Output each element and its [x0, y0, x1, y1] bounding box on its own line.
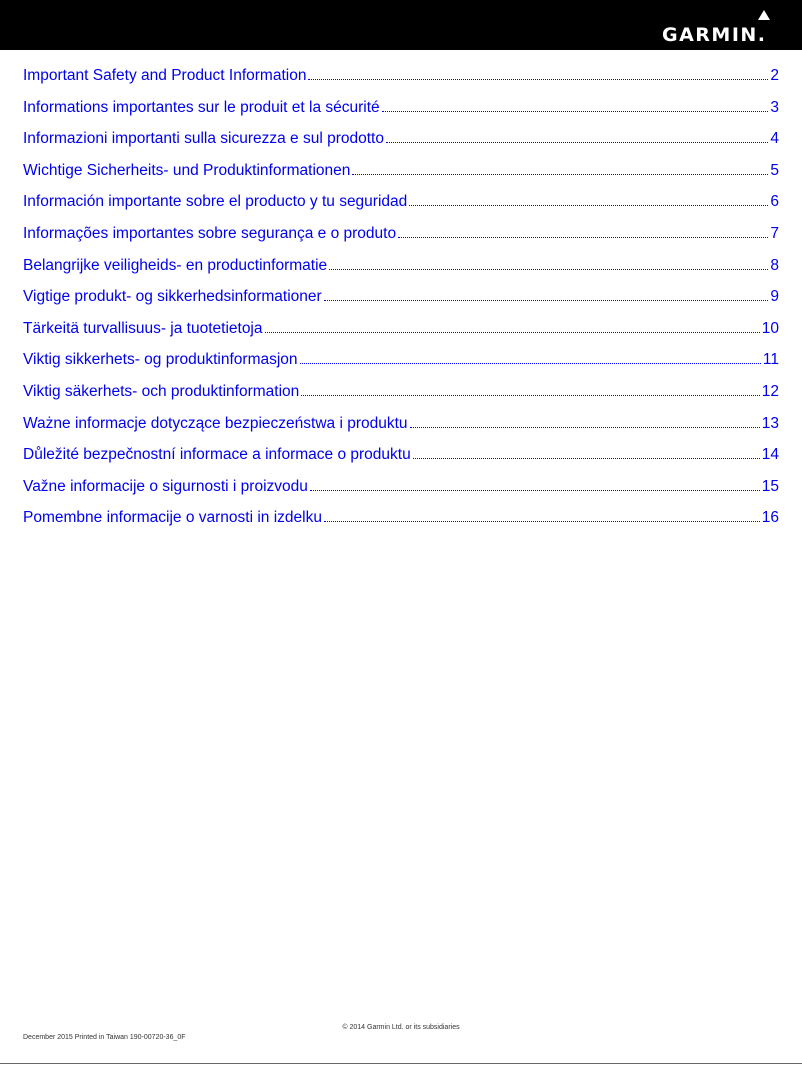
toc-entry-page: 13 [761, 414, 779, 432]
logo-triangle-icon [758, 10, 770, 20]
toc-entry-title: Pomembne informacije o varnosti in izdelku [23, 509, 322, 527]
dot-leader [398, 237, 768, 238]
dot-leader [352, 174, 768, 175]
toc-entry-title: Informações importantes sobre segurança e o produto [23, 224, 397, 242]
dot-leader [300, 363, 761, 364]
toc-entry-title: Información importante sobre el producto y tu seguridad [23, 193, 408, 211]
toc-entry-page: 2 [770, 67, 779, 84]
page-header [0, 0, 802, 50]
toc-entry-page: 7 [770, 224, 779, 242]
toc-entry-title: Ważne informacje dotyczące bezpieczeństwa i produktu [23, 414, 408, 432]
dot-leader [410, 427, 760, 428]
toc-entry-dutch[interactable] [23, 255, 779, 287]
toc-entry-page: 8 [770, 256, 779, 274]
dot-leader [386, 142, 768, 143]
toc-entry-spanish[interactable] [23, 191, 779, 223]
toc-entry-title: Informations importantes sur le produit et la sécurité [23, 98, 380, 116]
dot-leader [324, 521, 760, 522]
toc-entry-page: 12 [761, 382, 779, 400]
toc-entry-page: 14 [761, 446, 779, 464]
toc-entry-polish[interactable] [23, 413, 779, 445]
toc-entry-title: Viktig sikkerhets- og produktinformasjon [23, 351, 298, 369]
toc-entry-title: Vigtige produkt- og sikkerhedsinformationer [23, 288, 322, 306]
toc-entry-portuguese[interactable] [23, 223, 779, 255]
dot-leader [301, 395, 759, 396]
toc-entry-english[interactable] [23, 65, 779, 97]
table-of-contents [23, 65, 779, 539]
toc-entry-slovenian[interactable] [23, 507, 779, 539]
toc-entry-norwegian[interactable] [23, 349, 779, 381]
toc-entry-page: 11 [762, 351, 779, 369]
dot-leader [413, 458, 760, 459]
toc-entry-title: Informazioni importanti sulla sicurezza e sul prodotto [23, 130, 384, 148]
toc-entry-french[interactable] [23, 97, 779, 129]
toc-entry-page: 15 [761, 477, 779, 495]
dot-leader [265, 332, 760, 333]
dot-leader [310, 490, 760, 491]
dot-leader [329, 269, 768, 270]
toc-entry-swedish[interactable] [23, 381, 779, 413]
toc-entry-title: Belangrijke veiligheids- en productinformatie [23, 256, 328, 274]
toc-entry-finnish[interactable] [23, 318, 779, 350]
dot-leader [382, 111, 769, 112]
toc-entry-page: 4 [770, 130, 779, 148]
toc-entry-title: Wichtige Sicherheits- und Produktinformationen [23, 161, 351, 179]
toc-entry-page: 9 [770, 288, 779, 306]
toc-entry-title: Važne informacije o sigurnosti i proizvodu [23, 477, 308, 495]
toc-entry-italian[interactable] [23, 128, 779, 160]
toc-entry-danish[interactable] [23, 286, 779, 318]
dot-leader [409, 205, 768, 206]
toc-entry-title: Tärkeitä turvallisuus- ja tuotetietoja [23, 319, 263, 337]
dot-leader [324, 300, 769, 301]
toc-entry-croatian[interactable] [23, 476, 779, 508]
toc-entry-czech[interactable] [23, 444, 779, 476]
dot-leader [308, 79, 768, 80]
garmin-logo [662, 10, 782, 46]
toc-entry-page: 3 [770, 98, 779, 116]
toc-entry-german[interactable] [23, 160, 779, 192]
logo-text: GARMIN. [662, 24, 767, 46]
toc-entry-page: 5 [770, 161, 779, 179]
toc-entry-title: Viktig säkerhets- och produktinformation [23, 382, 300, 400]
copyright-notice: © 2014 Garmin Ltd. or its subsidiaries [342, 1024, 460, 1031]
print-info: December 2015 Printed in Taiwan 190-00720-36_0F [23, 1034, 186, 1041]
toc-entry-page: 10 [761, 319, 779, 337]
toc-entry-page: 6 [770, 193, 779, 211]
toc-entry-title: Important Safety and Product Information [23, 67, 307, 84]
toc-entry-page: 16 [761, 509, 779, 527]
toc-entry-title: Důležité bezpečnostní informace a informace o produktu [23, 446, 411, 464]
bottom-divider [0, 1063, 802, 1064]
